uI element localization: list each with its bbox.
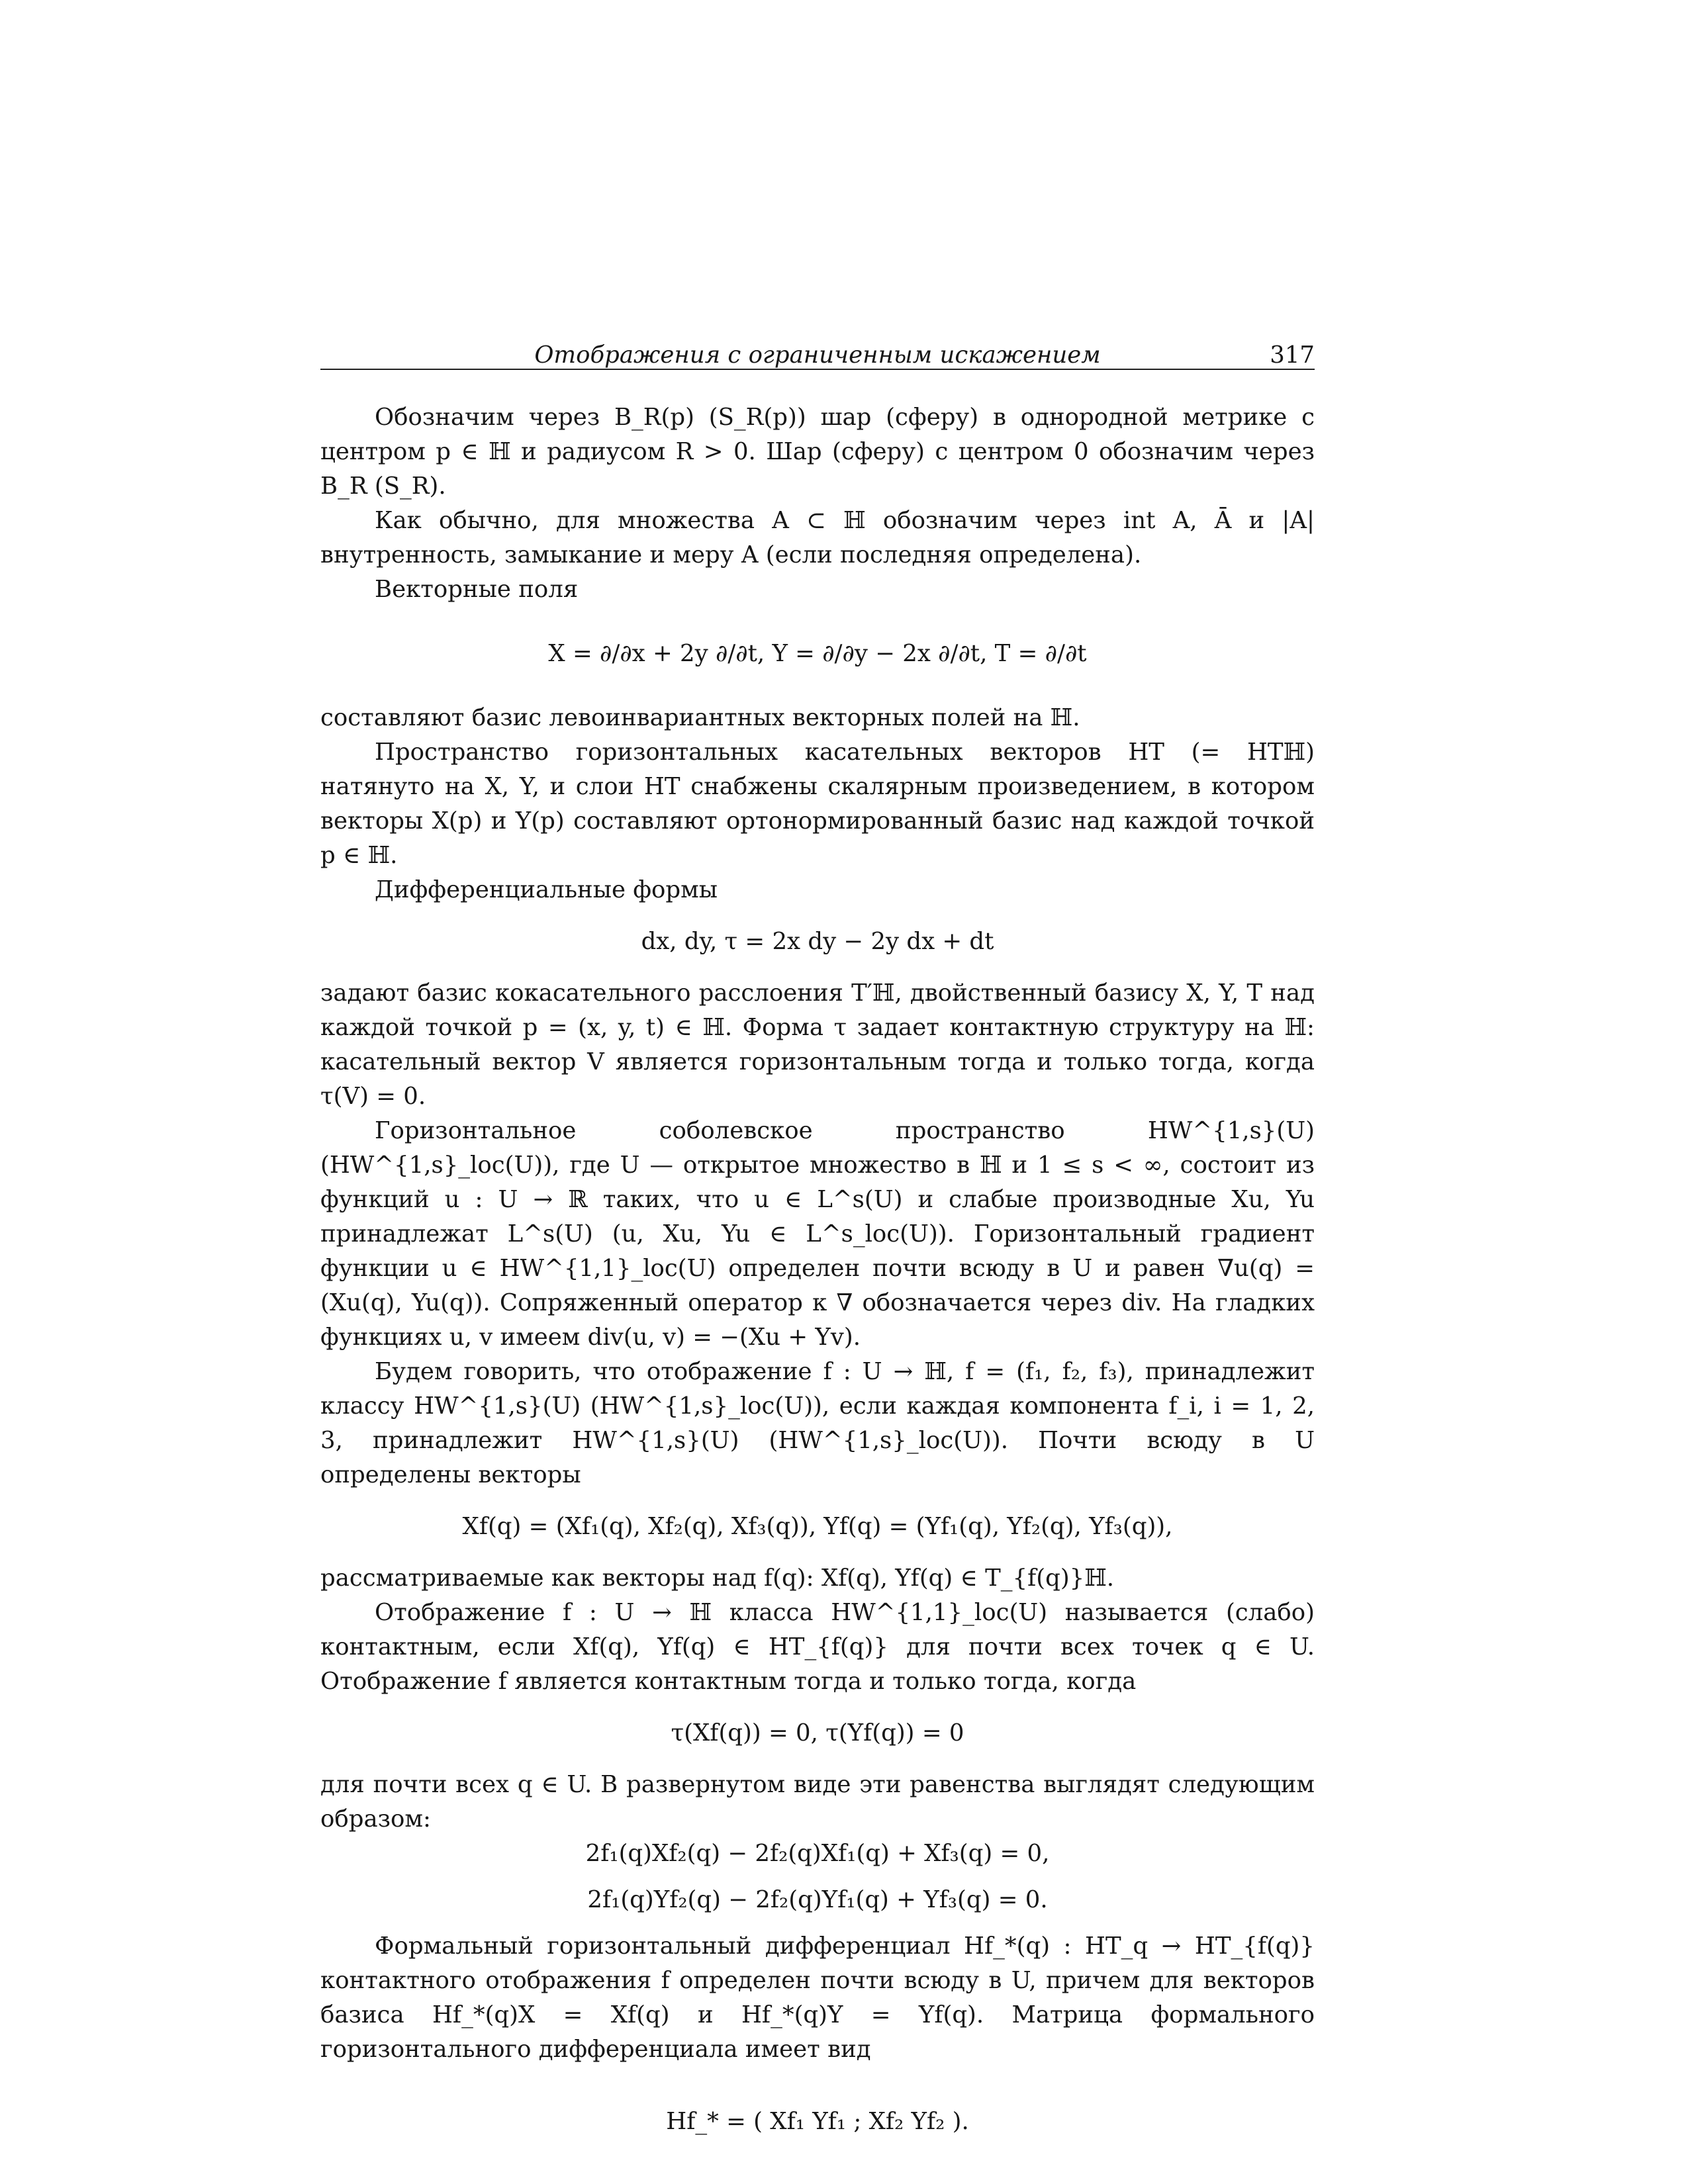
paragraph-contact: Отображение f : U → ℍ класса HW^{1,1}_loc(U) называется (слабо) контактным, если Xf(q), Yf(q) ∈ HT_{f(q)} для почти всех точек q ∈ U. Отображение f является контактным тогда и только тогда, когда (320, 1599, 1315, 1695)
equation-forms: dx, dy, τ = 2x dy − 2y dx + dt (641, 928, 994, 955)
paragraph-balls: Обозначим через B_R(p) (S_R(p)) шар (сферу) в однородной метрике с центром p ∈ ℍ и радиусом R > 0. Шар (сферу) с центром 0 обозначим через B_R (S_R). (320, 404, 1315, 500)
paragraph-sobolev: Горизонтальное соболевское пространство HW^{1,s}(U) (HW^{1,s}_loc(U)), где U — открытое множество в ℍ и 1 ≤ s < ∞, состоит из функций u : U → ℝ таких, что u ∈ L^s(U) и слабые производные Xu, Yu принадлежат L^s(U) (u, Xu, Yu ∈ L^s_loc(U)). Горизонтальный градиент функции u ∈ HW^{1,1}_loc(U) определен почти всюду в U и равен ∇u(q) = (Xu(q), Yu(q)). Сопряженный оператор к ∇ обозначается через div. На гладких функциях u, v имеем div(u, v) = −(Xu + Yv). (320, 1117, 1315, 1351)
equation-expanded-1: 2f₁(q)Xf₂(q) − 2f₂(q)Xf₁(q) + Xf₃(q) = 0, (585, 1840, 1050, 1867)
equation-vectors: Xf(q) = (Xf₁(q), Xf₂(q), Xf₃(q)), Yf(q) = (Yf₁(q), Yf₂(q), Yf₃(q)), (462, 1513, 1173, 1540)
paragraph-basis: составляют базис левоинвариантных векторных полей на ℍ. (320, 704, 1080, 731)
equation-matrix: Hf_* = ( Xf₁ Yf₁ ; Xf₂ Yf₂ ). (666, 2108, 969, 2135)
equation-vector-fields: X = ∂/∂x + 2y ∂/∂t, Y = ∂/∂y − 2x ∂/∂t, T = ∂/∂t (548, 640, 1087, 667)
paragraph-differential: Формальный горизонтальный дифференциал Hf_*(q) : HT_q → HT_{f(q)} контактного отображения f определен почти всюду в U, причем для векторов базиса Hf_*(q)X = Xf(q) и Hf_*(q)Y = Yf(q). Матрица формального горизонтального дифференциала имеет вид (320, 1933, 1315, 2063)
paragraph-sets: Как обычно, для множества A ⊂ ℍ обозначим через int A, Ā и |A| внутренность, замыкание и меру A (если последняя определена). (320, 507, 1315, 569)
paragraph-vector-fields-intro: Векторные поля (375, 576, 579, 603)
running-title: Отображения с ограниченным искажением (534, 341, 1101, 369)
page (320, 334, 1315, 2165)
paragraph-forms-intro: Дифференциальные формы (375, 876, 718, 903)
equation-contact: τ(Xf(q)) = 0, τ(Yf(q)) = 0 (671, 1719, 964, 1747)
paragraph-mapping-class: Будем говорить, что отображение f : U → ℍ, f = (f₁, f₂, f₃), принадлежит классу HW^{1,s}(U) (HW^{1,s}_loc(U)), если каждая компонента f_i, i = 1, 2, 3, принадлежит HW^{1,s}(U) (HW^{1,s}_loc(U)). Почти всюду в U определены векторы (320, 1358, 1315, 1488)
equation-expanded-2: 2f₁(q)Yf₂(q) − 2f₂(q)Yf₁(q) + Yf₃(q) = 0. (587, 1886, 1048, 1913)
paragraph-cotangent: задают базис кокасательного расслоения T′ℍ, двойственный базису X, Y, T над каждой точкой p = (x, y, t) ∈ ℍ. Форма τ задает контактную структуру на ℍ: касательный вектор V является горизонтальным тогда и только тогда, когда τ(V) = 0. (320, 979, 1315, 1110)
paragraph-vectors-over: рассматриваемые как векторы над f(q): Xf(q), Yf(q) ∈ T_{f(q)}ℍ. (320, 1565, 1115, 1592)
paragraph-horizontal-space: Пространство горизонтальных касательных векторов HT (= HTℍ) натянуто на X, Y, и слои HT снабжены скалярным произведением, в котором векторы X(p) и Y(p) составляют ортонормированный базис над каждой точкой p ∈ ℍ. (320, 739, 1315, 869)
paragraph-expanded: для почти всех q ∈ U. В развернутом виде эти равенства выглядят следующим образом: (320, 1771, 1315, 1833)
running-header (320, 334, 1315, 370)
page-number: 317 (1270, 341, 1315, 369)
